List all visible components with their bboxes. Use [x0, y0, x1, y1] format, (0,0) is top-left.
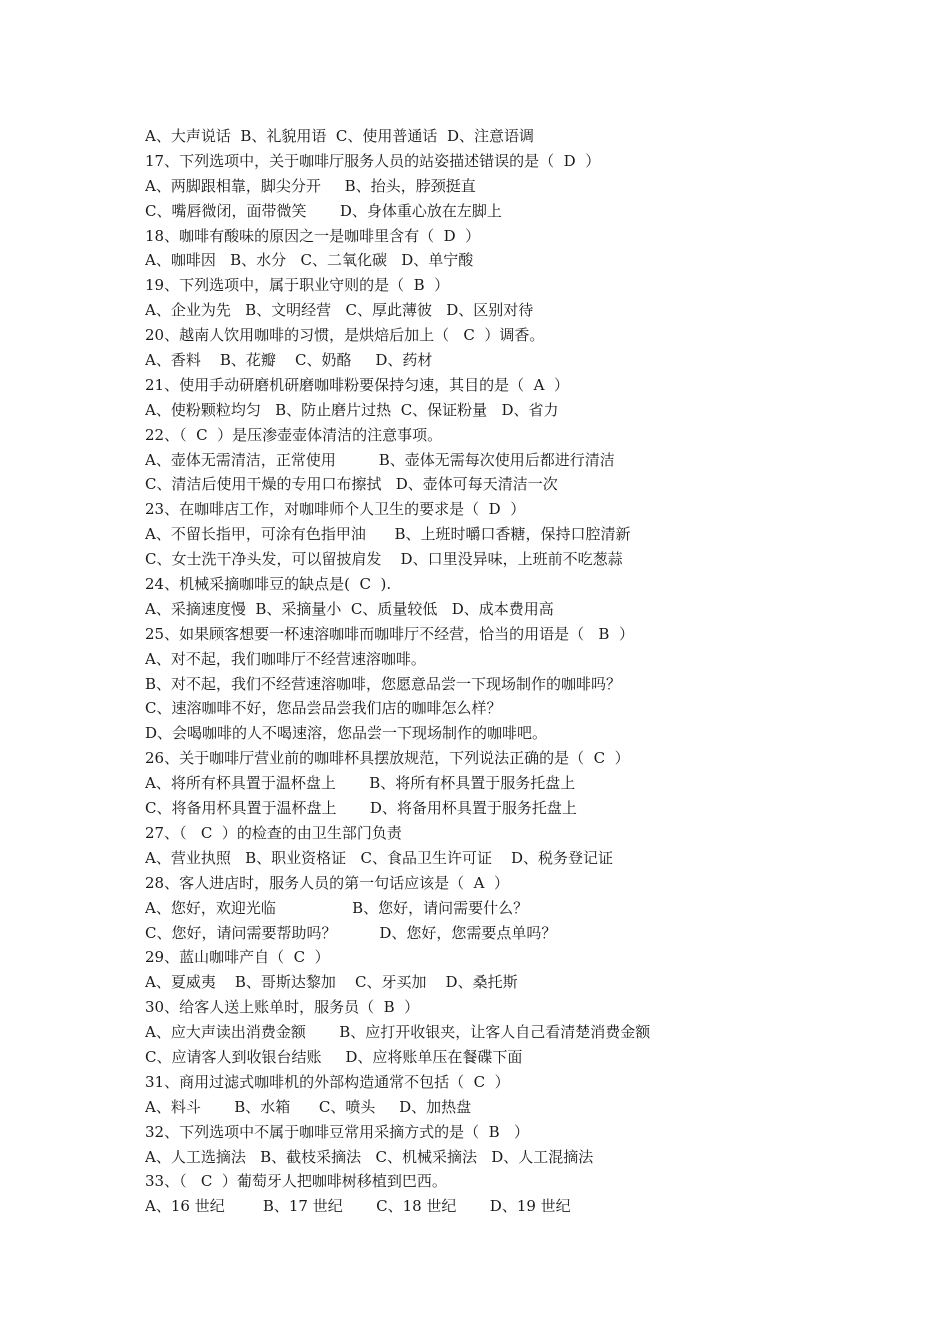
option-line: A、16 世纪 B、17 世纪 C、18 世纪 D、19 世纪 — [145, 1197, 571, 1216]
option-line: A、壶体无需清洁，正常使用 B、壶体无需每次使用后都进行清洁 — [145, 450, 615, 469]
option-line: D、会喝咖啡的人不喝速溶，您品尝一下现场制作的咖啡吧。 — [145, 724, 548, 743]
option-line: C、将备用杯具置于温杯盘上 D、将备用杯具置于服务托盘上 — [145, 799, 577, 818]
question-29: 29、蓝山咖啡产自（ C ） — [145, 948, 330, 967]
question-21: 21、使用手动研磨机研磨咖啡粉要保持匀速，其目的是（ A ） — [145, 375, 569, 394]
question-22: 22、（ C ）是压渗壶壶体清洁的注意事项。 — [145, 425, 443, 444]
option-line: A、人工选摘法 B、截枝采摘法 C、机械采摘法 D、人工混摘法 — [145, 1147, 594, 1166]
question-27: 27、（ C ）的检查的由卫生部门负责 — [145, 823, 402, 842]
option-line: A、使粉颗粒均匀 B、防止磨片过热 C、保证粉量 D、省力 — [145, 400, 559, 419]
option-line: A、咖啡因 B、水分 C、二氧化碳 D、单宁酸 — [145, 251, 474, 270]
question-23: 23、在咖啡店工作，对咖啡师个人卫生的要求是（ D ） — [145, 500, 526, 519]
option-line: C、清洁后使用干燥的专用口布擦拭 D、壶体可每天清洁一次 — [145, 475, 558, 494]
question-30: 30、给客人送上账单时，服务员（ B ） — [145, 998, 420, 1017]
option-line: B、对不起，我们不经营速溶咖啡，您愿意品尝一下现场制作的咖啡吗？ — [145, 674, 622, 693]
option-line: A、对不起，我们咖啡厅不经营速溶咖啡。 — [145, 649, 426, 668]
question-19: 19、下列选项中，属于职业守则的是（ B ） — [145, 276, 450, 295]
option-line: C、您好，请问需要帮助吗？ D、您好，您需要点单吗？ — [145, 923, 557, 942]
option-line: C、女士洗干净头发，可以留披肩发 D、口里没异味，上班前不吃葱蒜 — [145, 550, 623, 569]
option-line: A、不留长指甲，可涂有色指甲油 B、上班时嚼口香糖，保持口腔清新 — [145, 525, 631, 544]
option-line: A、企业为先 B、文明经营 C、厚此薄彼 D、区别对待 — [145, 301, 534, 320]
option-line: C、嘴唇微闭，面带微笑 D、身体重心放在左脚上 — [145, 201, 502, 220]
question-31: 31、商用过滤式咖啡机的外部构造通常不包括（ C ） — [145, 1072, 510, 1091]
question-32: 32、下列选项中不属于咖啡豆常用采摘方式的是（ B ） — [145, 1122, 529, 1141]
question-20: 20、越南人饮用咖啡的习惯，是烘焙后加上（ C ）调香。 — [145, 326, 545, 345]
option-line: A、将所有杯具置于温杯盘上 B、将所有杯具置于服务托盘上 — [145, 774, 576, 793]
question-18: 18、咖啡有酸味的原因之一是咖啡里含有（ D ） — [145, 226, 481, 245]
question-list — [145, 124, 885, 1219]
option-line: A、香料 B、花瓣 C、奶酪 D、药材 — [145, 351, 433, 370]
question-24: 24、机械采摘咖啡豆的缺点是( C ). — [145, 575, 392, 594]
option-line: A、采摘速度慢 B、采摘量小 C、质量较低 D、成本费用高 — [145, 599, 554, 618]
option-line: A、大声说话 B、礼貌用语 C、使用普通话 D、注意语调 — [145, 127, 534, 145]
option-line: A、两脚跟相靠，脚尖分开 B、抬头，脖颈挺直 — [145, 176, 476, 195]
question-28: 28、客人进店时，服务人员的第一句话应该是（ A ） — [145, 873, 509, 892]
option-line: A、料斗 B、水箱 C、喷头 D、加热盘 — [145, 1097, 472, 1116]
option-line: C、速溶咖啡不好，您品尝品尝我们店的咖啡怎么样？ — [145, 699, 502, 718]
question-26: 26、关于咖啡厅营业前的咖啡杯具摆放规范，下列说法正确的是（ C ） — [145, 749, 630, 768]
option-line: A、营业执照 B、职业资格证 C、食品卫生许可证 D、税务登记证 — [145, 848, 614, 867]
question-33: 33、（ C ）葡萄牙人把咖啡树移植到巴西。 — [145, 1172, 447, 1191]
question-17: 17、下列选项中，关于咖啡厅服务人员的站姿描述错误的是（ D ） — [145, 151, 601, 170]
option-line: A、夏威夷 B、哥斯达黎加 C、牙买加 D、桑托斯 — [145, 973, 518, 992]
option-line: C、应请客人到收银台结账 D、应将账单压在餐碟下面 — [145, 1047, 523, 1066]
option-line: A、应大声读出消费金额 B、应打开收银夹，让客人自己看清楚消费金额 — [145, 1023, 651, 1042]
option-line: A、您好，欢迎光临 B、您好，请问需要什么？ — [145, 898, 529, 917]
question-25: 25、如果顾客想要一杯速溶咖啡而咖啡厅不经营，恰当的用语是（ B ） — [145, 624, 634, 643]
